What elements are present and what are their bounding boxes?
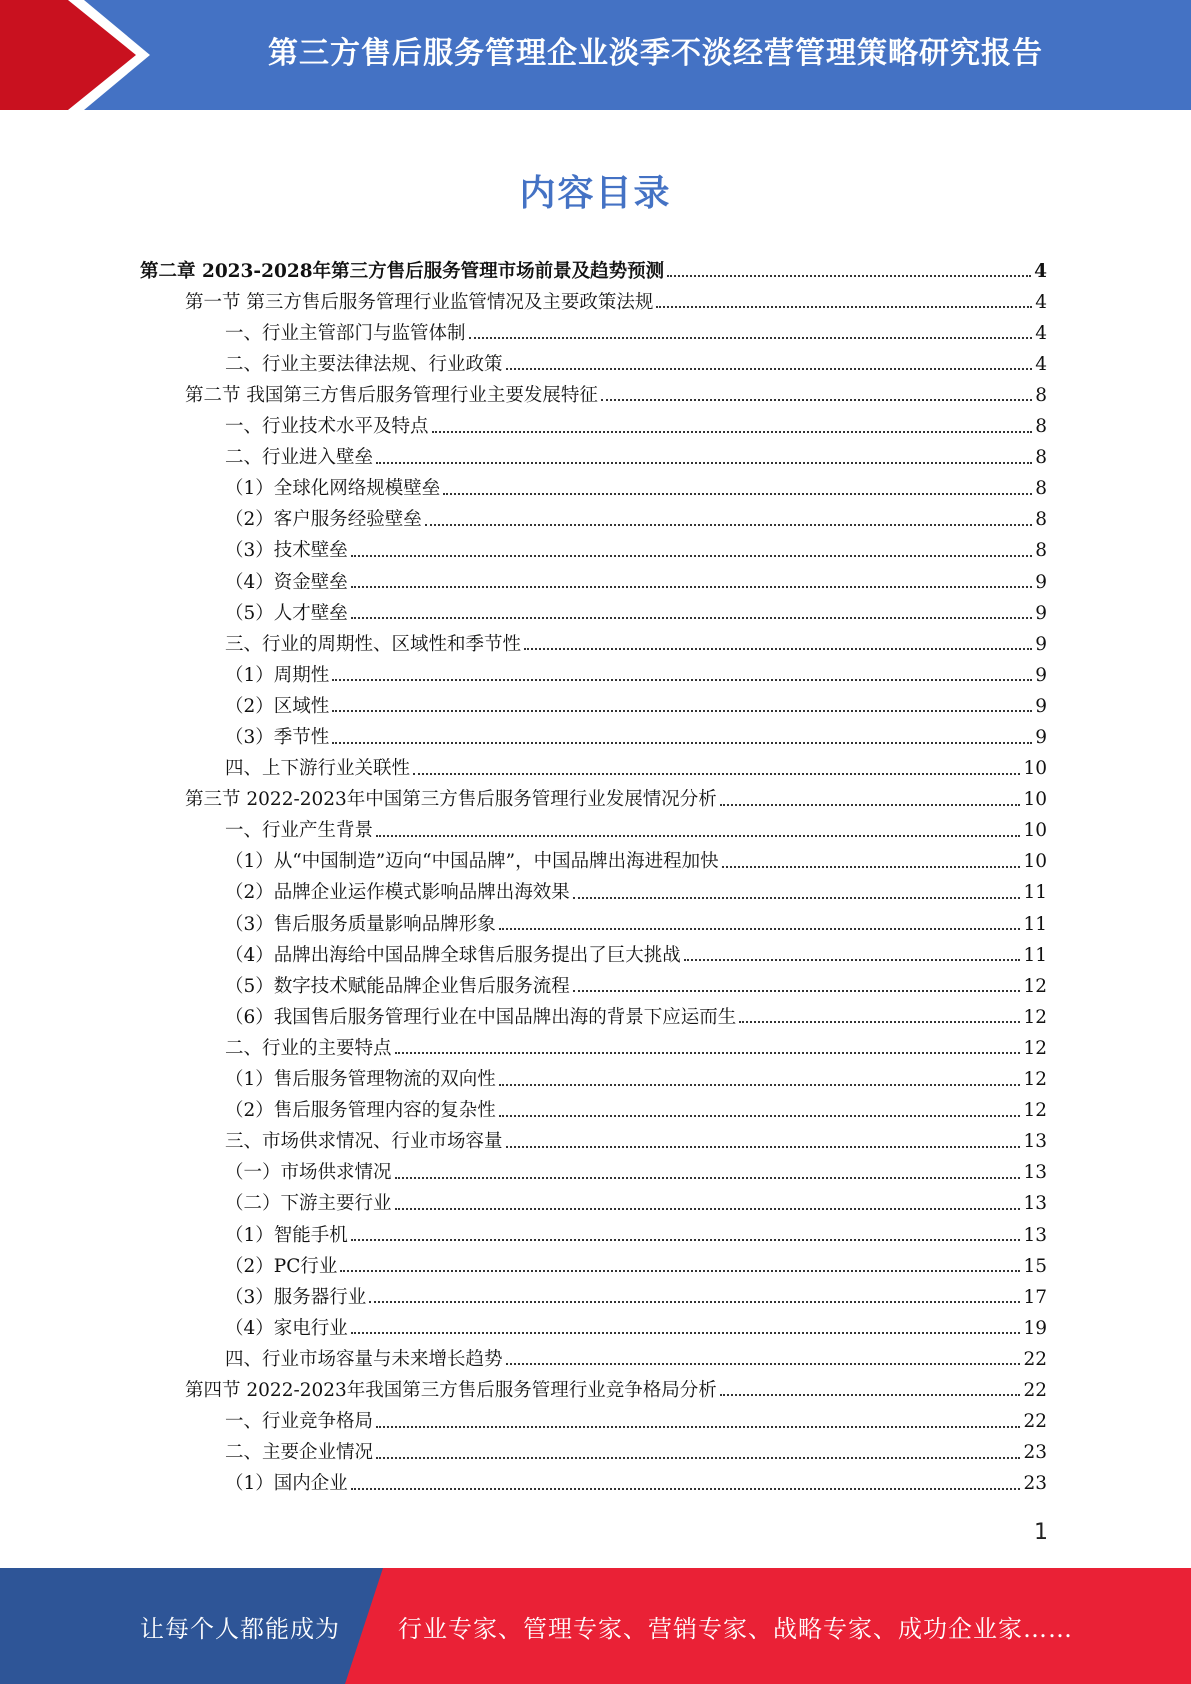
toc-entry-page: 17 [1023, 1286, 1047, 1308]
toc-dot-leader [667, 274, 1031, 277]
toc-entry-title: （2）售后服务管理内容的复杂性 [225, 1100, 496, 1122]
toc-entry[interactable] [140, 1216, 1047, 1247]
toc-entry-page: 11 [1023, 944, 1047, 966]
toc-entry-title: （3）季节性 [225, 727, 330, 748]
toc-entry-page: 8 [1035, 478, 1047, 500]
toc-dot-leader [369, 1300, 1020, 1303]
toc-dot-leader [376, 461, 1032, 464]
toc-entry-page: 12 [1023, 1069, 1047, 1091]
toc-dot-leader [499, 1114, 1021, 1117]
toc-entry-page: 22 [1023, 1379, 1047, 1401]
toc-entry[interactable] [140, 283, 1047, 314]
toc-entry-title: 一、行业竞争格局 [225, 1411, 374, 1433]
toc-dot-leader [601, 398, 1032, 401]
toc-dot-leader [395, 1207, 1021, 1210]
toc-entry[interactable] [140, 967, 1047, 998]
toc-entry-page: 13 [1023, 1193, 1047, 1215]
toc-dot-leader [722, 865, 1021, 868]
toc-entry-page: 4 [1035, 291, 1047, 313]
toc-entry-page: 23 [1023, 1442, 1047, 1464]
toc-entry[interactable] [140, 594, 1047, 625]
toc-entry[interactable] [140, 656, 1047, 687]
toc-entry[interactable] [140, 407, 1047, 438]
toc-dot-leader [376, 834, 1020, 837]
toc-entry-title: （1）全球化网络规模壁垒 [225, 478, 441, 500]
toc-entry-page: 12 [1023, 1006, 1047, 1028]
toc-entry[interactable] [140, 501, 1047, 532]
toc-dot-leader [499, 927, 1021, 930]
toc-entry-title: （4）品牌出海给中国品牌全球售后服务提出了巨大挑战 [225, 944, 681, 966]
toc-entry-page: 12 [1023, 1100, 1047, 1122]
toc-entry-page: 9 [1035, 695, 1047, 717]
toc-entry-page: 23 [1023, 1473, 1047, 1495]
toc-entry-title: （1）智能手机 [225, 1224, 348, 1246]
toc-entry[interactable] [140, 1185, 1047, 1216]
toc-dot-leader [432, 430, 1033, 433]
toc-dot-leader [332, 678, 1032, 681]
toc-entry[interactable] [140, 1060, 1047, 1091]
toc-entry-title: （2）PC行业 [225, 1255, 338, 1277]
footer-slogan-left: 让每个人都能成为 [140, 1614, 340, 1643]
toc-entry-page: 9 [1035, 633, 1047, 655]
toc-entry[interactable] [140, 1402, 1047, 1433]
toc-entry[interactable] [140, 1278, 1047, 1309]
toc-dot-leader [443, 492, 1032, 495]
toc-entry[interactable] [140, 1092, 1047, 1123]
toc-entry[interactable] [140, 1465, 1047, 1496]
toc-entry[interactable] [140, 563, 1047, 594]
toc-entry-title: 四、行业市场容量与未来增长趋势 [225, 1348, 503, 1370]
toc-entry-title: （3）售后服务质量影响品牌形象 [225, 913, 496, 935]
toc-dot-leader [684, 958, 1021, 961]
toc-dot-leader [340, 1269, 1020, 1272]
footer-slogan-right: 行业专家、管理专家、营销专家、战略专家、成功企业家…… [398, 1614, 1073, 1643]
toc-dot-leader [656, 305, 1032, 308]
toc-dot-leader [739, 1020, 1020, 1023]
toc-entry-page: 11 [1023, 882, 1047, 904]
toc-dot-leader [425, 523, 1032, 526]
toc-entry-title: （3）技术壁垒 [225, 540, 348, 562]
toc-entry[interactable] [140, 376, 1047, 407]
toc-entry-page: 4 [1035, 322, 1047, 344]
toc-entry[interactable] [140, 345, 1047, 376]
toc-dot-leader [351, 1487, 1021, 1490]
toc-dot-leader [351, 585, 1032, 588]
toc-entry[interactable] [140, 874, 1047, 905]
toc-entry-title: （2）品牌企业运作模式影响品牌出海效果 [225, 882, 570, 904]
toc-entry-page: 8 [1035, 540, 1047, 562]
toc-entry-title: 第三节 2022-2023年中国第三方售后服务管理行业发展情况分析 [185, 789, 717, 811]
toc-entry-title: （一）市场供求情况 [225, 1162, 392, 1184]
toc-entry[interactable] [140, 718, 1047, 749]
toc-entry-title: （3）服务器行业 [225, 1286, 367, 1308]
toc-entry-page: 10 [1023, 851, 1047, 873]
toc-dot-leader [506, 1145, 1021, 1148]
toc-entry[interactable] [140, 843, 1047, 874]
toc-entry[interactable] [140, 1247, 1047, 1278]
toc-dot-leader [351, 554, 1032, 557]
toc-dot-leader [573, 989, 1021, 992]
toc-entry-title: （1）售后服务管理物流的双向性 [225, 1069, 496, 1091]
toc-entry[interactable] [140, 750, 1047, 781]
toc-entry-title: （2）客户服务经验壁垒 [225, 509, 422, 531]
toc-entry-title: 三、市场供求情况、行业市场容量 [225, 1131, 503, 1153]
toc-entry-title: （二）下游主要行业 [225, 1193, 392, 1215]
toc-entry[interactable] [140, 625, 1047, 656]
toc-dot-leader [720, 803, 1021, 806]
toc-entry[interactable] [140, 1154, 1047, 1185]
toc-entry-page: 10 [1023, 758, 1047, 780]
toc-dot-leader [524, 647, 1032, 650]
toc-entry-page: 9 [1035, 602, 1047, 624]
toc-entry-page: 13 [1023, 1131, 1047, 1153]
report-header [0, 0, 1191, 110]
toc-entry-page: 13 [1023, 1224, 1047, 1246]
toc-entry-title: （1）从“中国制造”迈向“中国品牌”，中国品牌出海进程加快 [225, 851, 719, 873]
toc-entry-title: （4）资金壁垒 [225, 571, 348, 593]
toc-entry[interactable] [140, 470, 1047, 501]
toc-entry-title: 一、行业技术水平及特点 [225, 416, 429, 438]
toc-entry-page: 12 [1023, 975, 1047, 997]
toc-entry-title: （1）周期性 [225, 664, 330, 686]
toc-dot-leader [469, 336, 1033, 339]
toc-entry-page: 19 [1023, 1317, 1047, 1339]
toc-entry-page: 22 [1023, 1411, 1047, 1433]
toc-entry-page: 13 [1023, 1162, 1047, 1184]
toc-dot-leader [573, 896, 1021, 899]
toc-dot-leader [499, 1083, 1021, 1086]
toc-entry-page: 8 [1035, 447, 1047, 469]
toc-entry-page: 8 [1035, 384, 1047, 406]
toc-entry-page: 4 [1034, 260, 1047, 282]
report-footer [0, 1568, 1191, 1684]
report-title: 第三方售后服务管理企业淡季不淡经营管理策略研究报告 [268, 36, 1043, 71]
toc-entry-title: 二、行业进入壁垒 [225, 447, 374, 469]
page-number: 1 [1034, 1520, 1048, 1545]
toc-entry-title: （2）区域性 [225, 695, 330, 717]
toc-entry-title: 二、主要企业情况 [225, 1442, 374, 1464]
toc-entry[interactable] [140, 1029, 1047, 1060]
toc-entry-page: 8 [1035, 509, 1047, 531]
toc-entry-page: 9 [1035, 727, 1047, 748]
toc-entry[interactable] [140, 905, 1047, 936]
toc-dot-leader [351, 616, 1032, 619]
toc-dot-leader [506, 1362, 1021, 1365]
toc-entry-page: 22 [1023, 1348, 1047, 1370]
toc-entry-page: 11 [1023, 913, 1047, 935]
toc-entry-title: （6）我国售后服务管理行业在中国品牌出海的背景下应运而生 [225, 1006, 737, 1028]
toc-entry[interactable] [140, 1434, 1047, 1465]
toc-entry-title: 一、行业产生背景 [225, 820, 374, 842]
toc-heading: 内容目录 [519, 173, 672, 214]
toc-entry-title: 第一节 第三方售后服务管理行业监管情况及主要政策法规 [185, 291, 654, 313]
toc-entry-title: （5）数字技术赋能品牌企业售后服务流程 [225, 975, 570, 997]
toc-entry[interactable] [140, 998, 1047, 1029]
toc-entry[interactable] [140, 439, 1047, 470]
toc-dot-leader [413, 772, 1020, 775]
toc-entry-title: 二、行业主要法律法规、行业政策 [225, 353, 503, 375]
toc-dot-leader [506, 367, 1033, 370]
toc-entry[interactable] [140, 936, 1047, 967]
toc-entry-page: 9 [1035, 664, 1047, 686]
toc-entry-page: 4 [1035, 353, 1047, 375]
toc-dot-leader [720, 1393, 1021, 1396]
toc-entry[interactable] [140, 1371, 1047, 1402]
toc-entry[interactable] [140, 687, 1047, 718]
toc-entry-title: 四、上下游行业关联性 [225, 758, 411, 780]
table-of-contents [140, 252, 1047, 1496]
toc-dot-leader [332, 709, 1032, 712]
toc-entry-title: （4）家电行业 [225, 1317, 348, 1339]
toc-entry-title: 第二节 我国第三方售后服务管理行业主要发展特征 [185, 384, 598, 406]
toc-entry-title: 第四节 2022-2023年我国第三方售后服务管理行业竞争格局分析 [185, 1379, 717, 1401]
toc-dot-leader [395, 1176, 1021, 1179]
toc-entry[interactable] [140, 1309, 1047, 1340]
toc-entry[interactable] [140, 252, 1047, 283]
toc-entry[interactable] [140, 812, 1047, 843]
toc-entry-title: 三、行业的周期性、区域性和季节性 [225, 633, 522, 655]
toc-dot-leader [395, 1051, 1021, 1054]
toc-dot-leader [351, 1238, 1021, 1241]
toc-entry-title: （1）国内企业 [225, 1473, 348, 1495]
toc-entry[interactable] [140, 532, 1047, 563]
toc-entry-page: 8 [1035, 416, 1047, 438]
toc-dot-leader [376, 1456, 1020, 1459]
toc-entry[interactable] [140, 1340, 1047, 1371]
toc-entry-title: 第二章 2023-2028年第三方售后服务管理市场前景及趋势预测 [140, 260, 665, 282]
toc-entry-page: 9 [1035, 571, 1047, 593]
toc-entry-title: 一、行业主管部门与监管体制 [225, 322, 466, 344]
toc-entry-page: 10 [1023, 820, 1047, 842]
toc-entry-title: （5）人才壁垒 [225, 602, 348, 624]
toc-entry-page: 12 [1023, 1037, 1047, 1059]
toc-entry[interactable] [140, 781, 1047, 812]
toc-dot-leader [351, 1331, 1021, 1334]
toc-entry[interactable] [140, 1123, 1047, 1154]
toc-entry-page: 15 [1023, 1255, 1047, 1277]
toc-dot-leader [332, 741, 1032, 744]
toc-entry[interactable] [140, 314, 1047, 345]
toc-dot-leader [376, 1425, 1020, 1428]
toc-entry-title: 二、行业的主要特点 [225, 1037, 392, 1059]
toc-entry-page: 10 [1023, 789, 1047, 811]
